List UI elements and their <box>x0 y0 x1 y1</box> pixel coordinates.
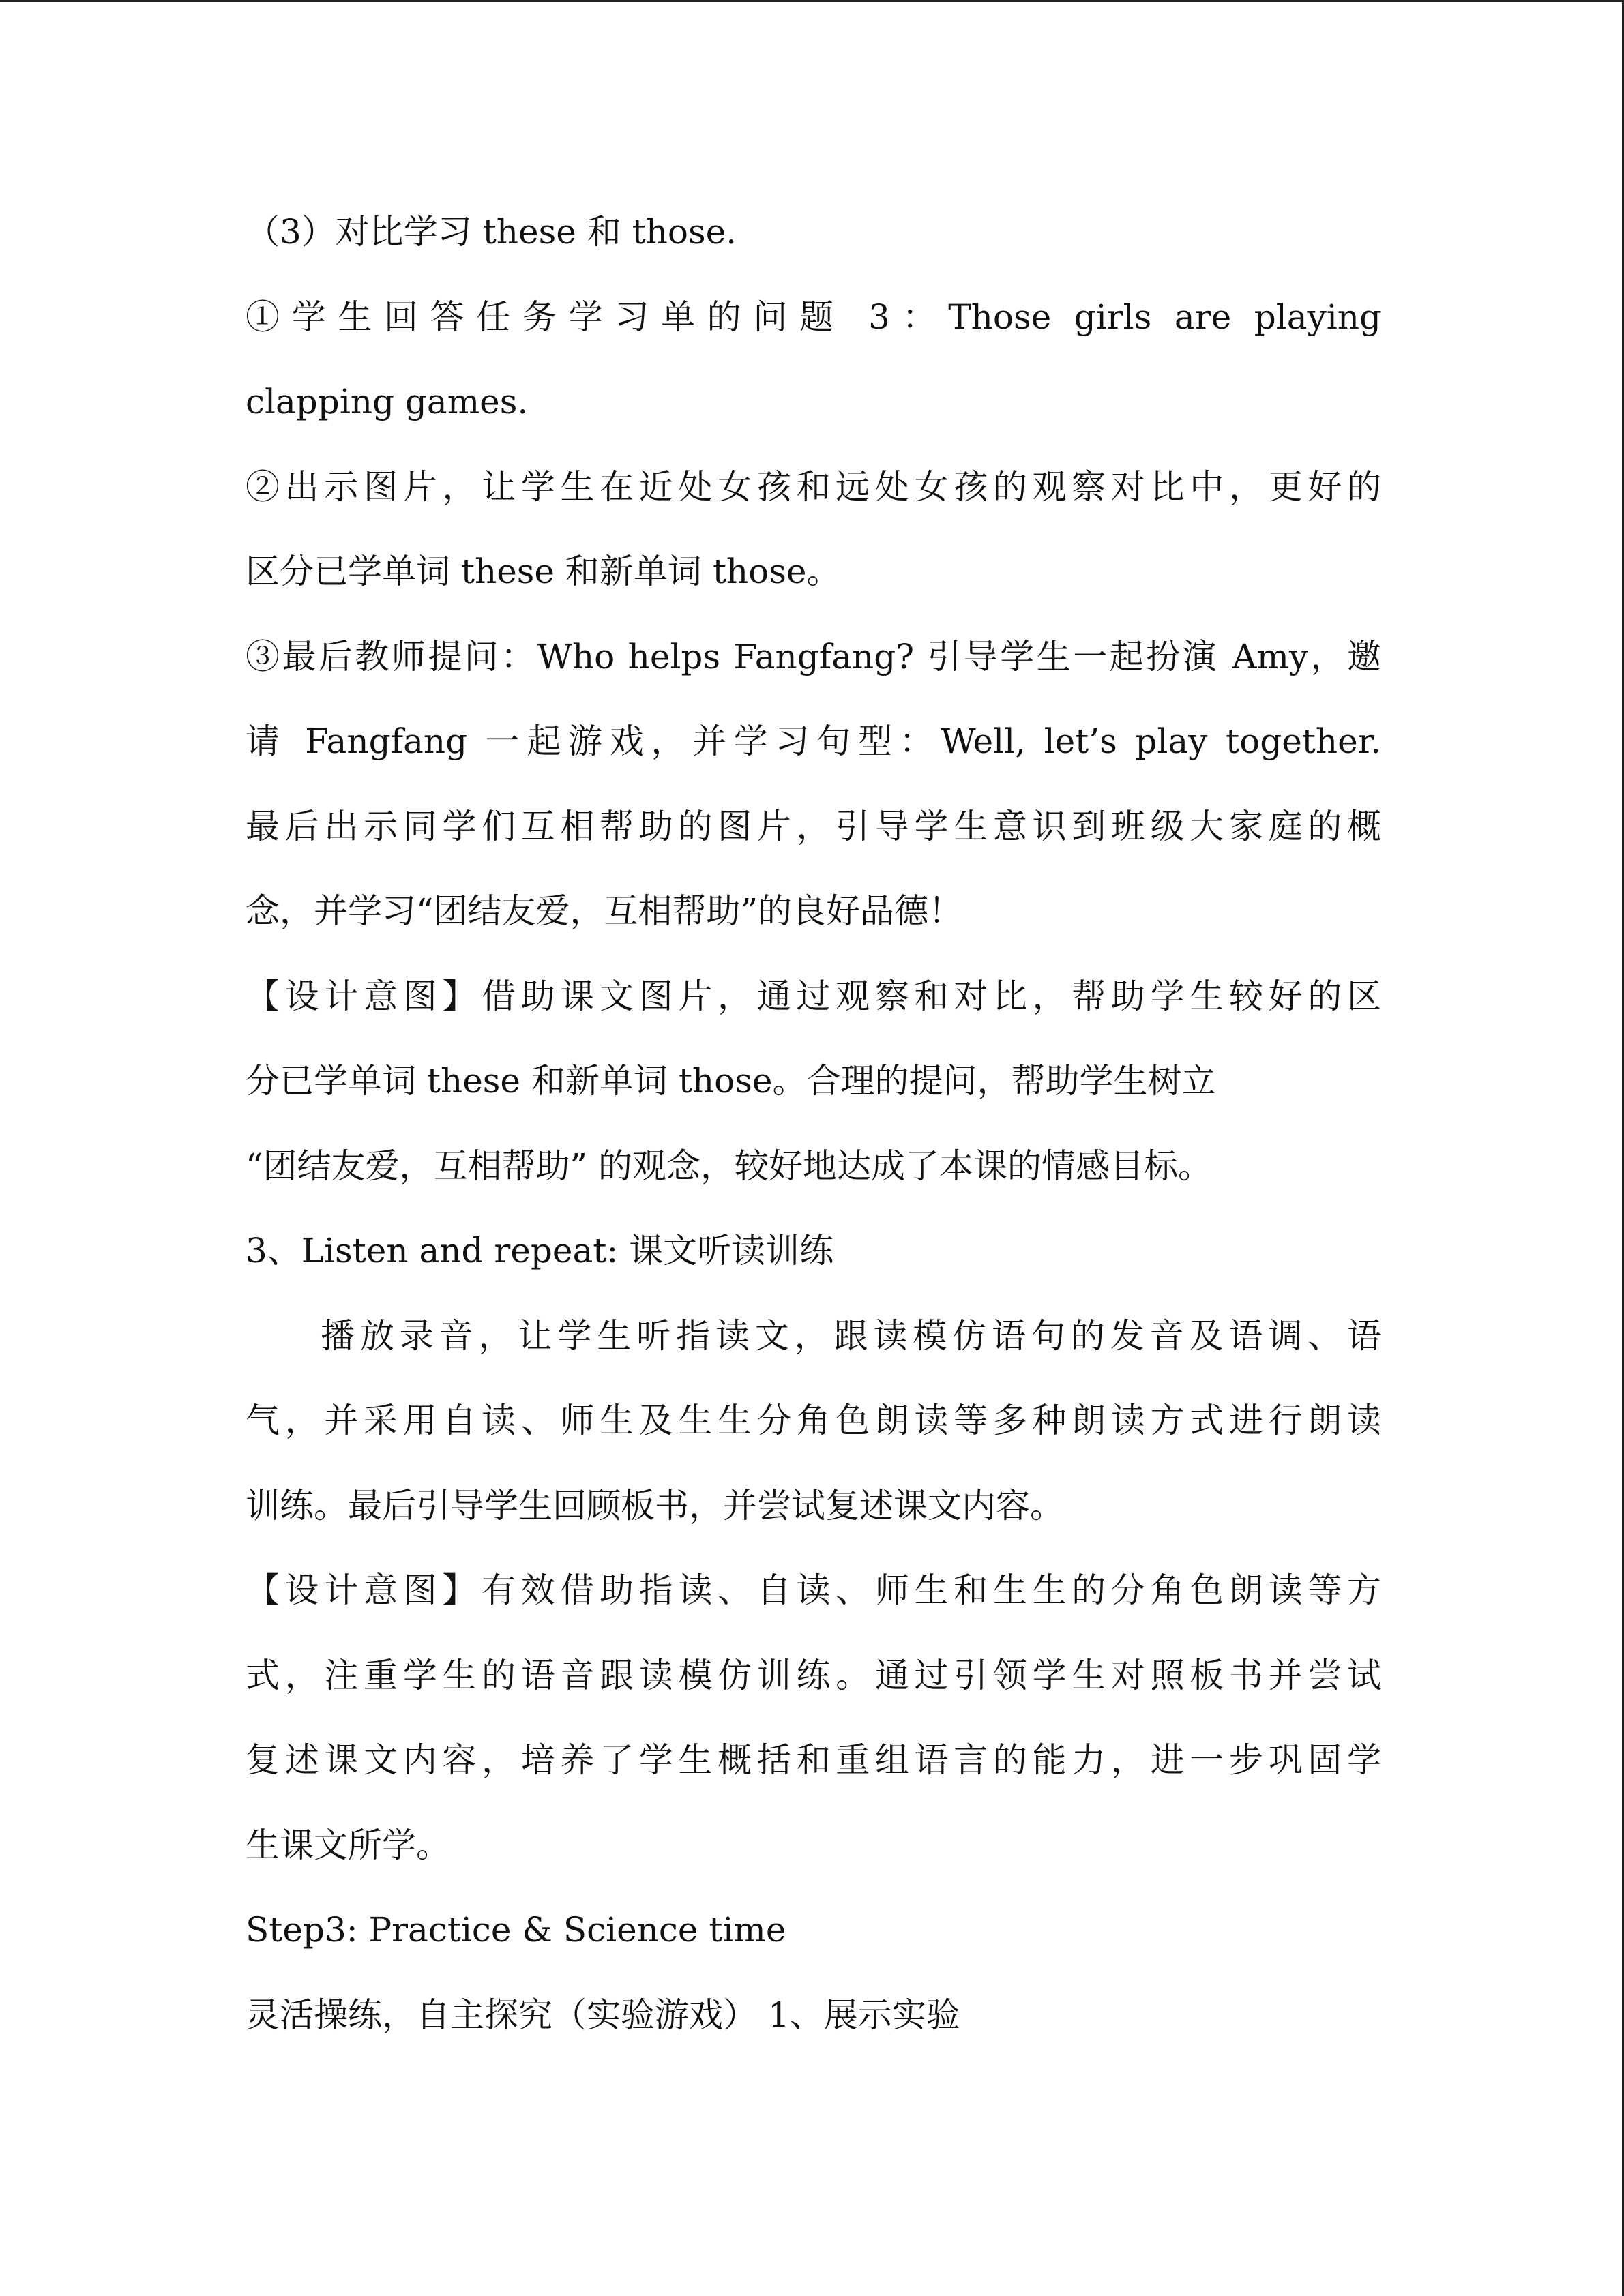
line-step-2: ②出示图片，让学生在近处女孩和远处女孩的观察对比中，更好的 <box>246 466 1381 507</box>
line-step-2-cont: 区分已学单词 these 和新单词 those。 <box>246 552 841 591</box>
line-listen-para: 播放录音，让学生听指读文，跟读模仿语句的发音及语调、语 <box>321 1315 1381 1356</box>
line-listen-para-cont-a: 气，并采用自读、师生及生生分角色朗读等多种朗读方式进行朗读 <box>246 1401 1381 1440</box>
line-practice-heading: 灵活操练，自主探究（实验游戏） 1、展示实验 <box>246 1995 960 2035</box>
line-step3-heading: Step3: Practice & Science time <box>246 1910 786 1950</box>
line-design-intent-2: 【设计意图】有效借助指读、自读、师生和生生的分角色朗读等方 <box>246 1570 1381 1610</box>
line-design-intent-1-cont-b: “团结友爱，互相帮助” 的观念，较好地达成了本课的情感目标。 <box>246 1146 1213 1186</box>
line-step-1: ①学生回答任务学习单的问题 3：Those girls are playing <box>246 297 1381 337</box>
line-step-1-cont: clapping games. <box>246 382 529 421</box>
line-step-3-cont-a: 请 Fangfang 一起游戏，并学习句型：Well, let’s play together. <box>246 721 1381 761</box>
line-design-intent-2-cont-b: 复述课文内容，培养了学生概括和重组语言的能力，进一步巩固学 <box>246 1740 1381 1780</box>
line-design-intent-1: 【设计意图】借助课文图片，通过观察和对比，帮助学生较好的区 <box>246 976 1381 1016</box>
line-listen-para-cont-b: 训练。最后引导学生回顾板书，并尝试复述课文内容。 <box>246 1485 1064 1525</box>
line-section-3-heading: 3、Listen and repeat: 课文听读训练 <box>246 1231 834 1270</box>
line-step-3-cont-b: 最后出示同学们互相帮助的图片，引导学生意识到班级大家庭的概 <box>246 806 1381 846</box>
line-step-3: ③最后教师提问：Who helps Fangfang? 引导学生一起扮演 Amy，邀 <box>246 636 1381 676</box>
line-step-3-cont-c: 念，并学习“团结友爱，互相帮助”的良好品德！ <box>246 891 963 931</box>
page-body <box>246 190 1381 2057</box>
line-design-intent-2-cont-a: 式，注重学生的语音跟读模仿训练。通过引领学生对照板书并尝试 <box>246 1655 1381 1695</box>
line-sub-heading: （3）对比学习 these 和 those. <box>246 212 737 252</box>
line-design-intent-2-cont-c: 生课文所学。 <box>246 1825 450 1865</box>
line-design-intent-1-cont-a: 分已学单词 these 和新单词 those。合理的提问，帮助学生树立 <box>246 1061 1216 1101</box>
